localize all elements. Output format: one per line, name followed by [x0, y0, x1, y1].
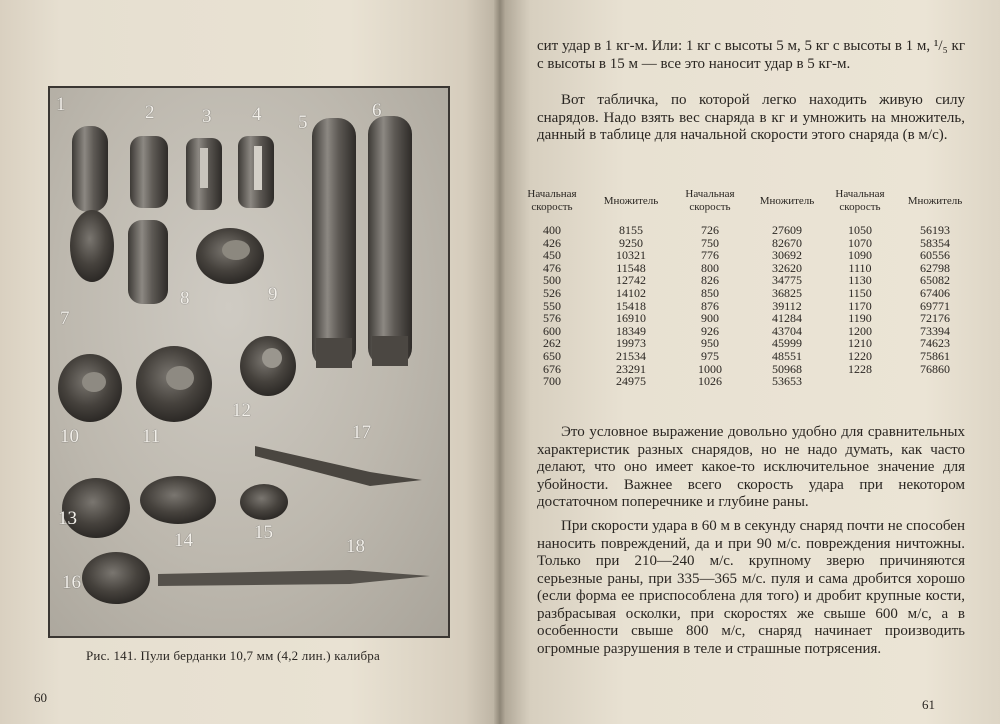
table-cell: 1150: [848, 285, 872, 300]
table-cell: 27609: [772, 223, 802, 237]
paragraph-text: Это условное выражение довольно удобно для сравнительных характеристик разных снарядов, но не надо думать, как часто делают, что оно имеет какое-то исключительное значение для убойности. Важнее всего скорость удара при некотором достаточном поперечнике и глубине раны.: [537, 424, 965, 510]
table-cell: 262: [543, 336, 561, 351]
bullet-9: [196, 228, 264, 284]
column-header: Начальная скорость: [527, 188, 577, 213]
table-cell: 11548: [616, 260, 646, 275]
table-cell: 1070: [848, 235, 872, 250]
column-header: Начальная скорость: [835, 188, 885, 213]
figure-label: 5: [298, 112, 308, 133]
bullet-7: [70, 210, 114, 282]
figure-label: 2: [145, 102, 155, 123]
figure-label: 17: [352, 422, 371, 443]
table-cell: 39112: [772, 298, 802, 313]
bullets-figure: [48, 86, 450, 638]
table-cell: 1228: [848, 361, 872, 376]
paragraph-1: [537, 38, 965, 73]
table-cell: 65082: [920, 273, 950, 288]
cartridge-5: [312, 118, 356, 368]
table-cell: 41284: [772, 311, 802, 326]
figure-label: 3: [202, 106, 212, 127]
bullet-10: [58, 354, 122, 422]
figure-label: 13: [58, 508, 77, 529]
column-header: Множитель: [603, 194, 659, 207]
column-values: [522, 224, 582, 388]
table-cell: 82670: [772, 235, 802, 250]
table-cell: 1200: [848, 323, 872, 338]
figure-label: 6: [372, 100, 382, 121]
table-cell: 1050: [848, 223, 872, 237]
bullets-illustration: [50, 88, 448, 636]
table-cell: 73394: [920, 323, 950, 338]
paragraph-text: Вот табличка, по которой легко находить живую силу снарядов. Надо взять вес снаряда в кг и умножить на множитель, данный в таблице для начальной скорости этого снаряда (в м/с).: [537, 92, 965, 143]
table-cell: 826: [701, 273, 719, 288]
paragraph-3: [537, 424, 965, 512]
table-cell: 53653: [772, 374, 802, 389]
figure-label: 15: [254, 522, 273, 543]
table-cell: 700: [543, 374, 561, 389]
column-header: Множитель: [759, 194, 815, 207]
table-cell: 1220: [848, 348, 872, 363]
figure-label: 10: [60, 426, 79, 447]
table-cell: 426: [543, 235, 561, 250]
table-cell: 1130: [848, 273, 872, 288]
figure-label: 9: [268, 284, 278, 305]
column-values: [900, 224, 970, 375]
table-cell: 10321: [616, 248, 646, 263]
bullet-12: [240, 336, 296, 396]
column-values: [752, 224, 822, 388]
table-cell: 1000: [698, 361, 722, 376]
table-cell: 450: [543, 248, 561, 263]
table-cell: 650: [543, 348, 561, 363]
table-cell: 950: [701, 336, 719, 351]
figure-label: 1: [56, 94, 66, 115]
figure-label: 8: [180, 288, 190, 309]
table-column: [830, 178, 890, 375]
table-cell: 36825: [772, 285, 802, 300]
table-cell: 69771: [920, 298, 950, 313]
table-cell: 9250: [619, 235, 643, 250]
paragraph-text: При скорости удара в 60 м в секунду снаряд почти не способен наносить повреждений, да и при 90 м/с. повреждения ничтожны. Только при 210—240 м/с. крупному зверю причиняются серьезные раны, при 335—365 м/с. пуля и сама дробится хорошо (если форма ее приспособлена для того) и дробит крупные кости, разбрасывая осколки, при скоростях же свыше 600 м/с, а в особенности свыше 800 м/с, снаряд начинает производить огромные разрушения в теле и страшные потрясения.: [537, 518, 965, 657]
table-cell: 24975: [616, 374, 646, 389]
table-cell: 50968: [772, 361, 802, 376]
bullet-16: [82, 552, 150, 604]
column-values: [830, 224, 890, 375]
table-column: [680, 178, 740, 388]
table-cell: 1090: [848, 248, 872, 263]
figure-label: 18: [346, 536, 365, 557]
bullet-14: [140, 476, 216, 524]
table-cell: 14102: [616, 285, 646, 300]
table-cell: 8155: [619, 223, 643, 237]
table-cell: 526: [543, 285, 561, 300]
figure-label: 14: [174, 530, 193, 551]
figure-label: 16: [62, 572, 81, 593]
table-cell: 500: [543, 273, 561, 288]
table-cell: 76860: [920, 361, 950, 376]
bullet-1: [72, 126, 108, 212]
figure-label: 7: [60, 308, 70, 329]
table-cell: 75861: [920, 348, 950, 363]
table-cell: 21534: [616, 348, 646, 363]
table-cell: 48551: [772, 348, 802, 363]
table-cell: 800: [701, 260, 719, 275]
table-cell: 776: [701, 248, 719, 263]
cartridge-6: [368, 116, 412, 366]
table-cell: 23291: [616, 361, 646, 376]
table-cell: 676: [543, 361, 561, 376]
figure-caption: Рис. 141. Пули берданки 10,7 мм (4,2 лин.) калибра: [86, 648, 380, 663]
table-cell: 34775: [772, 273, 802, 288]
table-cell: 1210: [848, 336, 872, 351]
table-column: [522, 178, 582, 388]
table-cell: 926: [701, 323, 719, 338]
table-cell: 30692: [772, 248, 802, 263]
table-cell: 74623: [920, 336, 950, 351]
column-values: [680, 224, 740, 388]
table-cell: 43704: [772, 323, 802, 338]
table-cell: 15418: [616, 298, 646, 313]
figure-label: 11: [142, 426, 161, 447]
paragraph-text: сит удар в 1 кг-м. Или: 1 кг с высоты 5 м, 5 кг с высоты в 1 м, ¹/₅ кг с высоты в 15 м — все это наносит удар в 5 кг-м.: [537, 38, 965, 72]
fragment-17: [255, 446, 422, 486]
table-cell: 1190: [848, 311, 872, 326]
fragment-18: [158, 570, 430, 586]
table-column: [752, 178, 822, 388]
table-cell: 400: [543, 223, 561, 237]
table-cell: 750: [701, 235, 719, 250]
table-cell: 1110: [848, 260, 872, 275]
bullet-8: [128, 220, 168, 304]
bullet-2: [130, 136, 168, 208]
table-cell: 19973: [616, 336, 646, 351]
column-header: Множитель: [907, 194, 963, 207]
book-gutter: [494, 0, 506, 724]
table-cell: 876: [701, 298, 719, 313]
table-column: [900, 178, 970, 375]
table-cell: 1170: [848, 298, 872, 313]
table-cell: 850: [701, 285, 719, 300]
table-cell: 72176: [920, 311, 950, 326]
table-cell: 900: [701, 311, 719, 326]
table-cell: 32620: [772, 260, 802, 275]
column-values: [596, 224, 666, 388]
table-cell: 576: [543, 311, 561, 326]
page-number-left: 60: [34, 690, 47, 705]
table-cell: 60556: [920, 248, 950, 263]
table-cell: 1026: [698, 374, 722, 389]
table-cell: 476: [543, 260, 561, 275]
table-cell: 45999: [772, 336, 802, 351]
bullet-3: [186, 138, 222, 210]
bullet-15: [240, 484, 288, 520]
table-cell: 16910: [616, 311, 646, 326]
bullet-4: [238, 136, 274, 208]
bullet-11: [136, 346, 212, 422]
column-header: Начальная скорость: [685, 188, 735, 213]
table-cell: 56193: [920, 223, 950, 237]
table-cell: 600: [543, 323, 561, 338]
paragraph-2: [537, 92, 965, 145]
paragraph-4: [537, 518, 965, 658]
table-cell: 58354: [920, 235, 950, 250]
table-cell: 550: [543, 298, 561, 313]
table-cell: 12742: [616, 273, 646, 288]
table-column: [596, 178, 666, 388]
figure-label: 12: [232, 400, 251, 421]
table-cell: 975: [701, 348, 719, 363]
page-number-right: 61: [922, 697, 935, 712]
figure-label: 4: [252, 104, 262, 125]
table-cell: 726: [701, 223, 719, 237]
table-cell: 62798: [920, 260, 950, 275]
table-cell: 67406: [920, 285, 950, 300]
table-cell: 18349: [616, 323, 646, 338]
